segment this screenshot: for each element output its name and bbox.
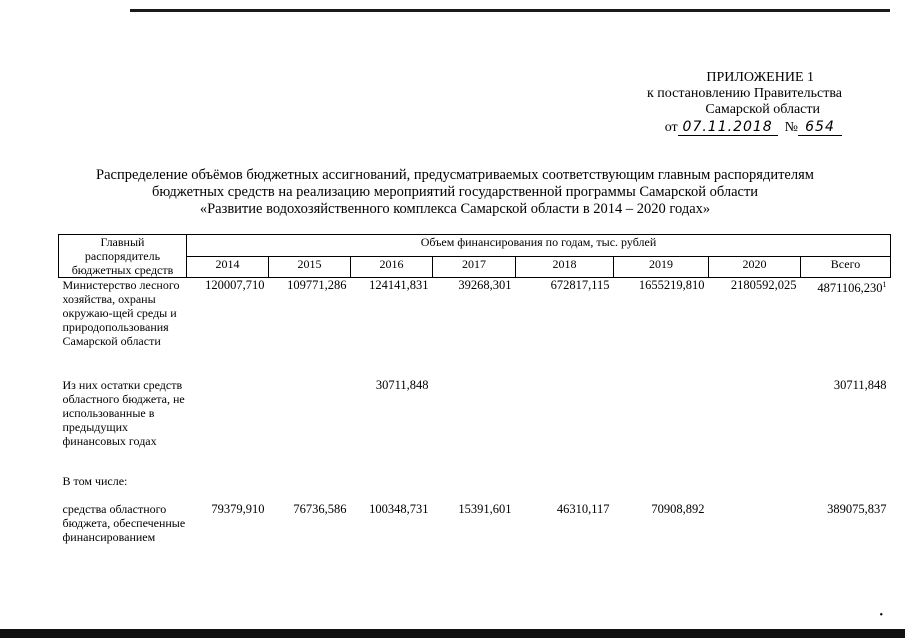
header-distributor: Главный распорядитель бюджетных средств bbox=[59, 235, 187, 278]
row-value: 46310,117 bbox=[556, 502, 610, 516]
header-year: 2019 bbox=[614, 256, 709, 278]
row-value bbox=[709, 378, 801, 464]
budget-table bbox=[58, 234, 891, 560]
row-total: 30711,848 bbox=[833, 378, 887, 392]
row-value: 2180592,025 bbox=[730, 278, 797, 292]
title-line-1: Распределение объёмов бюджетных ассигнований, предусматриваемых соответствующим главным распорядителям bbox=[96, 167, 814, 183]
row-value bbox=[709, 502, 801, 560]
scan-speck: • bbox=[879, 610, 883, 621]
number-prefix: № bbox=[784, 120, 798, 135]
row-value bbox=[433, 378, 516, 464]
handwritten-number: 654 bbox=[798, 119, 842, 136]
row-value: 1655219,810 bbox=[638, 278, 705, 292]
header-funding-group: Объем финансирования по годам, тыс. рублей bbox=[187, 235, 891, 257]
scan-border-top bbox=[130, 9, 890, 12]
row-value: 100348,731 bbox=[369, 502, 429, 516]
row-value bbox=[269, 378, 351, 464]
document-title bbox=[60, 167, 850, 218]
row-name: Из них остатки средств областного бюджета, не использованные в предыдущих финансовых годах bbox=[62, 378, 185, 448]
appendix-title: ПРИЛОЖЕНИЕ 1 bbox=[706, 70, 814, 85]
row-name: В том числе: bbox=[62, 474, 128, 488]
handwritten-date: 07.11.2018 bbox=[678, 119, 778, 136]
scan-border-bottom bbox=[0, 629, 905, 638]
table-row bbox=[59, 278, 891, 361]
header-year: 2020 bbox=[709, 256, 801, 278]
header-year: 2017 bbox=[433, 256, 516, 278]
appendix-block bbox=[647, 70, 842, 136]
row-value bbox=[516, 378, 614, 464]
header-year: 2016 bbox=[351, 256, 433, 278]
table-header-row bbox=[59, 235, 891, 257]
row-value: 70908,892 bbox=[651, 502, 705, 516]
date-prefix: от bbox=[664, 120, 678, 135]
row-value: 15391,601 bbox=[458, 502, 512, 516]
row-value: 124141,831 bbox=[369, 278, 429, 292]
row-total: 389075,837 bbox=[827, 502, 887, 516]
appendix-region: Самарской области bbox=[705, 102, 820, 117]
table-row bbox=[59, 378, 891, 464]
header-total: Всего bbox=[801, 256, 891, 278]
row-value: 120007,710 bbox=[205, 278, 265, 292]
row-value: 109771,286 bbox=[287, 278, 347, 292]
row-total-value: 4871106,230 bbox=[817, 281, 883, 296]
title-line-3: «Развитие водохозяйственного комплекса Самарской области в 2014 – 2020 годах» bbox=[199, 201, 711, 217]
row-value bbox=[187, 378, 269, 464]
row-value: 79379,910 bbox=[211, 502, 265, 516]
table-row bbox=[59, 474, 891, 488]
row-name: Министерство лесного хозяйства, охраны окружаю-щей среды и природопользования Самарской области bbox=[62, 278, 180, 348]
row-value bbox=[614, 378, 709, 464]
title-line-2: бюджетных средств на реализацию мероприятий государственной программы Самарской области bbox=[151, 184, 759, 200]
footnote-marker: 1 bbox=[882, 280, 887, 289]
header-year: 2018 bbox=[516, 256, 614, 278]
header-year: 2014 bbox=[187, 256, 269, 278]
row-value: 672817,115 bbox=[550, 278, 610, 292]
row-total bbox=[801, 278, 891, 361]
row-name: средства областного бюджета, обеспеченные финансированием bbox=[62, 502, 186, 544]
header-year: 2015 bbox=[269, 256, 351, 278]
appendix-date-line bbox=[647, 119, 842, 136]
appendix-decree: к постановлению Правительства bbox=[646, 86, 842, 101]
table-row bbox=[59, 502, 891, 560]
row-value: 30711,848 bbox=[375, 378, 429, 392]
row-value: 76736,586 bbox=[293, 502, 347, 516]
row-value: 39268,301 bbox=[458, 278, 512, 292]
